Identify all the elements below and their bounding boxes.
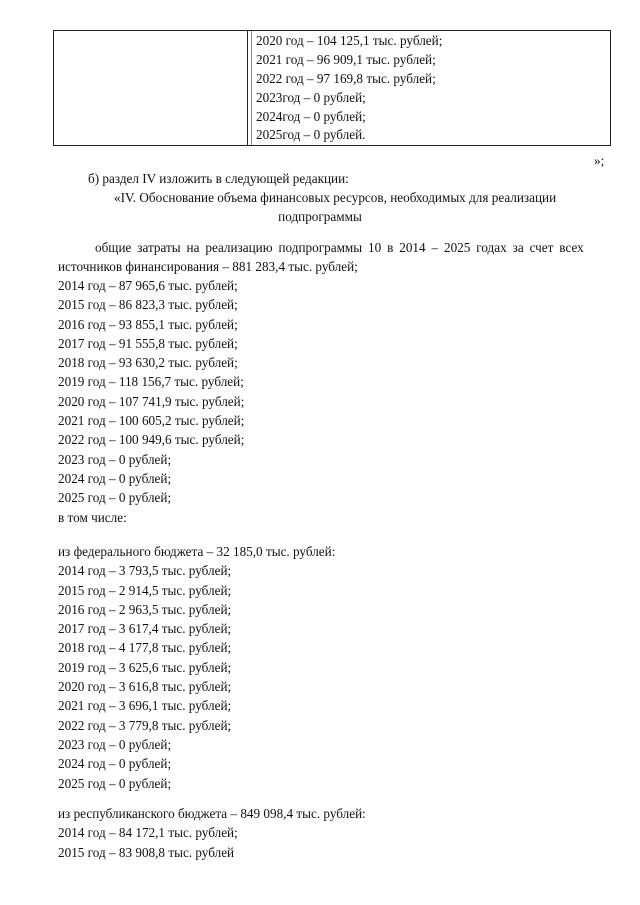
list-item: 2015 год – 2 914,5 тыс. рублей; bbox=[58, 582, 232, 598]
federal-heading: из федерального бюджета – 32 185,0 тыс. рублей: bbox=[58, 544, 336, 559]
total-years-list bbox=[58, 276, 244, 527]
list-item: 2024 год – 0 рублей; bbox=[58, 756, 172, 772]
section-heading-line2: подпрограммы bbox=[278, 209, 362, 224]
paragraph-b: б) раздел IV изложить в следующей редакции: bbox=[88, 171, 349, 186]
table-divider-inner bbox=[251, 31, 252, 145]
table-row: 2025год – 0 рублей. bbox=[256, 127, 366, 143]
intro-line1: общие затраты на реализацию подпрограммы 10 в 2014 – 2025 годах за счет всех bbox=[95, 240, 584, 255]
table-row: 2024год – 0 рублей; bbox=[256, 108, 366, 124]
list-item: 2015 год – 86 823,3 тыс. рублей; bbox=[58, 297, 238, 313]
republic-heading: из республиканского бюджета – 849 098,4 тыс. рублей: bbox=[58, 806, 366, 821]
federal-list bbox=[58, 542, 335, 793]
section-heading-line1: «IV. Обоснование объема финансовых ресурсов, необходимых для реализации bbox=[114, 190, 557, 205]
list-item: 2021 год – 100 605,2 тыс. рублей; bbox=[58, 413, 245, 429]
list-item: 2014 год – 84 172,1 тыс. рублей; bbox=[58, 825, 238, 841]
list-item: 2024 год – 0 рублей; bbox=[58, 470, 172, 486]
list-item: 2017 год – 91 555,8 тыс. рублей; bbox=[58, 335, 238, 351]
intro-line2: источников финансирования – 881 283,4 тыс. рублей; bbox=[58, 259, 358, 274]
list-item: 2025 год – 0 рублей; bbox=[58, 775, 172, 791]
list-item: 2015 год – 83 908,8 тыс. рублей bbox=[58, 844, 235, 860]
list-item: 2017 год – 3 617,4 тыс. рублей; bbox=[58, 621, 232, 637]
table-row: 2020 год – 104 125,1 тыс. рублей; bbox=[256, 33, 443, 48]
list-item: 2018 год – 93 630,2 тыс. рублей; bbox=[58, 355, 238, 371]
list-item: 2023 год – 0 рублей; bbox=[58, 736, 172, 752]
table-divider bbox=[247, 31, 248, 145]
list-item: в том числе: bbox=[58, 509, 127, 525]
list-item: 2016 год – 2 963,5 тыс. рублей; bbox=[58, 601, 232, 617]
list-item: 2019 год – 118 156,7 тыс. рублей; bbox=[58, 374, 244, 390]
table-row: 2023год – 0 рублей; bbox=[256, 89, 366, 105]
list-item: 2014 год – 3 793,5 тыс. рублей; bbox=[58, 563, 232, 579]
list-item: 2014 год – 87 965,6 тыс. рублей; bbox=[58, 278, 238, 293]
closing-quote: »; bbox=[594, 153, 605, 168]
list-item: 2023 год – 0 рублей; bbox=[58, 451, 172, 467]
list-item: 2021 год – 3 696,1 тыс. рублей; bbox=[58, 698, 232, 714]
republic-list bbox=[58, 804, 366, 862]
list-item: 2020 год – 107 741,9 тыс. рублей; bbox=[58, 393, 245, 409]
list-item: 2019 год – 3 625,6 тыс. рублей; bbox=[58, 659, 232, 675]
funding-table bbox=[53, 30, 611, 146]
table-row: 2022 год – 97 169,8 тыс. рублей; bbox=[256, 70, 436, 86]
table-cell-years bbox=[256, 32, 606, 145]
list-item: 2025 год – 0 рублей; bbox=[58, 490, 172, 506]
list-item: 2022 год – 100 949,6 тыс. рублей; bbox=[58, 432, 245, 448]
list-item: 2018 год – 4 177,8 тыс. рублей; bbox=[58, 640, 232, 656]
table-row: 2021 год – 96 909,1 тыс. рублей; bbox=[256, 51, 436, 67]
list-item: 2022 год – 3 779,8 тыс. рублей; bbox=[58, 717, 232, 733]
list-item: 2020 год – 3 616,8 тыс. рублей; bbox=[58, 679, 232, 695]
list-item: 2016 год – 93 855,1 тыс. рублей; bbox=[58, 316, 238, 332]
